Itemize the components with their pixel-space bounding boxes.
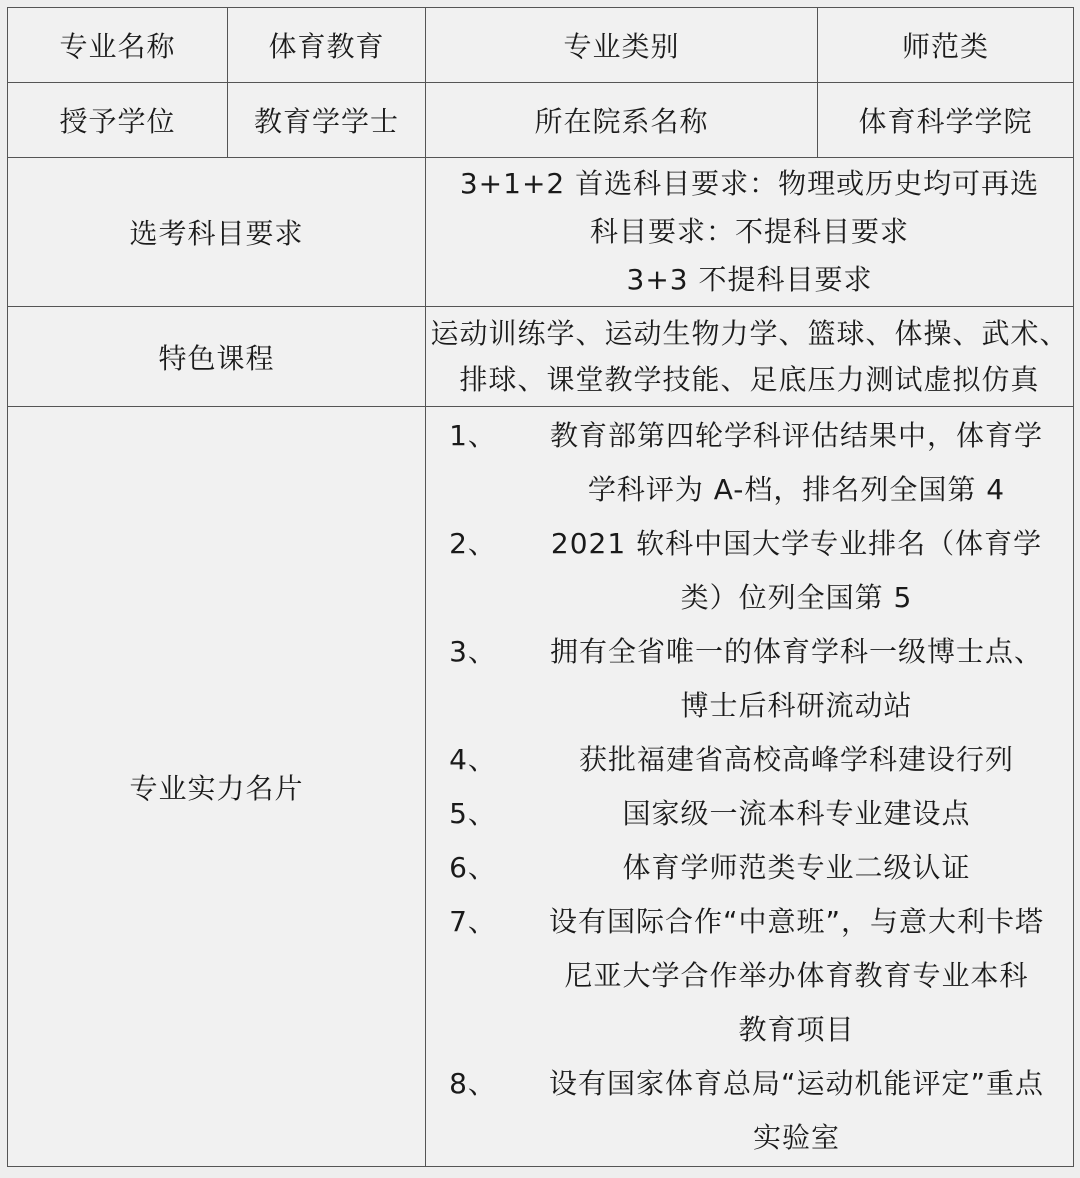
list-item [426, 571, 1073, 625]
table-row [8, 83, 1074, 158]
list-item-number [426, 463, 520, 517]
list-item-text: 教育项目 [738, 1012, 855, 1046]
list-item-number [426, 949, 520, 1003]
list-item-text: 国家级一流本科专业建设点 [622, 796, 971, 830]
subject-requirements-value [426, 158, 1074, 307]
table-row [8, 407, 1074, 1167]
featured-courses-value [426, 307, 1074, 407]
table-row [8, 158, 1074, 307]
list-item-number: 2、 [449, 526, 497, 560]
strength-list [426, 407, 1074, 1167]
degree-label: 授予学位 [8, 83, 228, 158]
list-item-text: 拥有全省唯一的体育学科一级博士点、 [549, 634, 1043, 668]
list-item [426, 949, 1073, 1003]
strength-card-label: 专业实力名片 [8, 407, 426, 1167]
major-info-table [7, 7, 1074, 1167]
list-item-number [426, 571, 520, 625]
list-item [426, 679, 1073, 733]
list-item-number: 6、 [449, 850, 497, 884]
major-name-label: 专业名称 [8, 8, 228, 83]
list-item-number [426, 1003, 520, 1057]
list-item [426, 1057, 1073, 1111]
list-item-text: 学科评为 A-档，排名列全国第 4 [587, 472, 1006, 506]
featured-courses-label: 特色课程 [8, 307, 426, 407]
list-item [426, 1111, 1073, 1165]
list-item-text: 2021 软科中国大学专业排名（体育学 [550, 526, 1043, 560]
major-name-value: 体育教育 [228, 8, 426, 83]
list-item-number [426, 679, 520, 733]
department-label: 所在院系名称 [426, 83, 818, 158]
list-item-number [426, 1111, 520, 1165]
list-item-number: 4、 [449, 742, 497, 776]
subject-requirement-line: 3+1+2 首选科目要求：物理或历史均可再选 [459, 167, 1040, 200]
list-item-number: 7、 [449, 904, 497, 938]
list-item-number: 5、 [449, 796, 497, 830]
table-row [8, 8, 1074, 83]
list-item-text: 教育部第四轮学科评估结果中，体育学 [549, 418, 1043, 452]
list-item-text: 尼亚大学合作举办体育教育专业本科 [564, 958, 1029, 992]
list-item [426, 895, 1073, 949]
degree-value: 教育学学士 [228, 83, 426, 158]
list-item-text: 设有国际合作“中意班”，与意大利卡塔 [548, 904, 1044, 938]
list-item [426, 733, 1073, 787]
category-label: 专业类别 [426, 8, 818, 83]
list-item [426, 463, 1073, 517]
list-item-text: 体育学师范类专业二级认证 [622, 850, 971, 884]
subject-requirement-line: 科目要求：不提科目要求 [589, 215, 909, 248]
list-item-text: 类）位列全国第 5 [680, 580, 913, 614]
list-item-number: 3、 [449, 634, 497, 668]
category-value: 师范类 [818, 8, 1074, 83]
list-item [426, 625, 1073, 679]
subject-requirements-label: 选考科目要求 [8, 158, 426, 307]
list-item-text: 实验室 [752, 1120, 840, 1154]
list-item [426, 517, 1073, 571]
list-item-text: 设有国家体育总局“运动机能评定”重点 [548, 1066, 1044, 1100]
list-item [426, 841, 1073, 895]
list-item-number: 8、 [449, 1066, 497, 1100]
featured-course-line: 运动训练学、运动生物力学、篮球、体操、武术、 [430, 316, 1069, 350]
list-item-text: 获批福建省高校高峰学科建设行列 [578, 742, 1014, 776]
list-item-number: 1、 [449, 418, 497, 452]
table-row [8, 307, 1074, 407]
list-item [426, 787, 1073, 841]
subject-requirement-line: 3+3 不提科目要求 [626, 263, 873, 296]
featured-course-line: 排球、课堂教学技能、足底压力测试虚拟仿真 [459, 362, 1040, 396]
list-item [426, 1003, 1073, 1057]
department-value: 体育科学学院 [818, 83, 1074, 158]
list-item-text: 博士后科研流动站 [680, 688, 913, 722]
list-item [426, 409, 1073, 463]
